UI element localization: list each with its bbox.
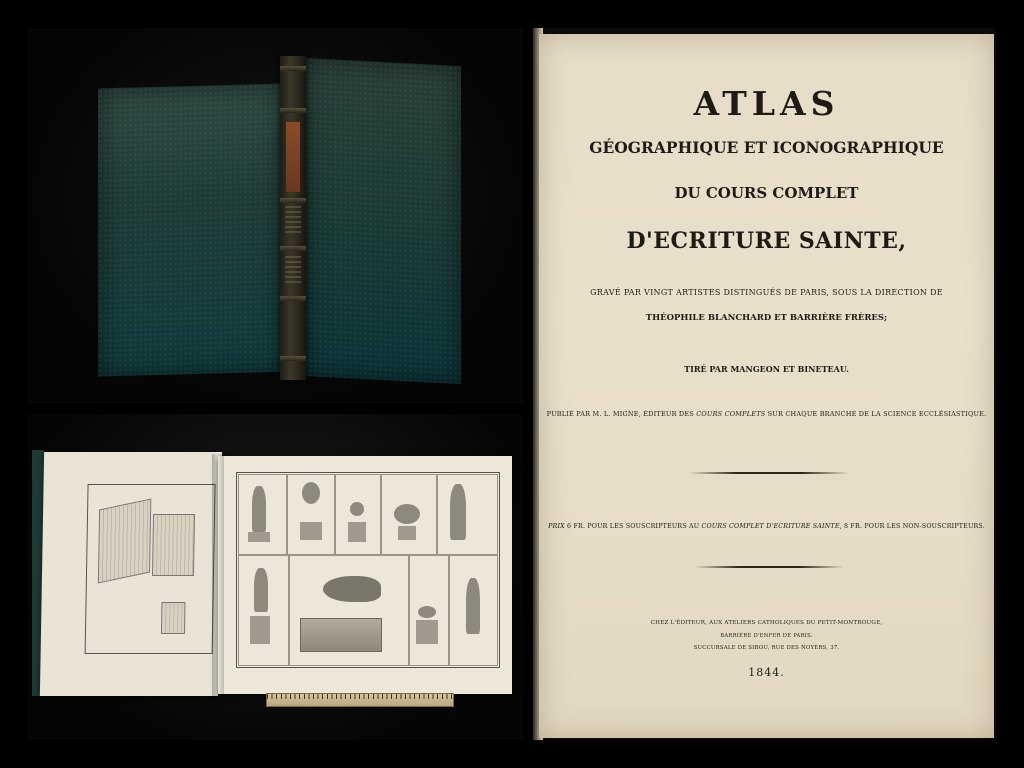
star-emblem — [350, 502, 364, 516]
printers-line: TIRÉ PAR MANGEON ET BINETEAU. — [684, 364, 849, 374]
imprint-line: CHEZ L'ÉDITEUR, AUX ATELIERS CATHOLIQUES DU PETIT-MONTROUGE, — [650, 620, 883, 626]
horse-engraving — [323, 576, 381, 602]
engravers-line: GRAVÉ PAR VINGT ARTISTES DISTINGUÉS DE PARIS, SOUS LA DIRECTION DE — [590, 288, 943, 297]
back-board — [303, 58, 461, 384]
subtitle-cours: DU COURS COMPLET — [674, 184, 859, 202]
statue-figure — [252, 486, 266, 532]
dancer-statue — [466, 578, 480, 634]
price-line: PRIX 6 FR. POUR LES SOUSCRIPTEURS AU COURS COMPLET D'ECRITURE SAINTE, 8 FR. POUR LES NON-SOUSCRIPTEURS. — [548, 523, 985, 530]
goddess-statue — [450, 484, 466, 540]
detail-engraving — [161, 602, 186, 634]
publisher-line: PUBLIÉ PAR M. L. MIGNE, ÉDITEUR DES COURS COMPLETS SUR CHAQUE BRANCHE DE LA SCIENCE ECCLÉSIASTIQUE. — [546, 410, 987, 418]
ornamental-rule — [694, 566, 844, 568]
title-page — [539, 34, 994, 738]
subtitle-ecriture: D'ECRITURE SAINTE, — [626, 228, 907, 254]
bird-figure — [418, 606, 436, 618]
page-gutter — [212, 454, 224, 696]
title-atlas: ATLAS — [693, 84, 840, 123]
temple-engraving — [98, 498, 151, 583]
title-page-photo — [533, 28, 996, 740]
facade-engraving — [152, 514, 195, 576]
leather-spine — [280, 56, 306, 380]
imprint-address: BARRIÈRE D'ENFER DE PARIS. — [720, 633, 813, 639]
bust-figure — [254, 568, 268, 612]
bowl-figure — [394, 504, 420, 524]
ornamental-rule — [689, 472, 849, 474]
spine-label — [286, 122, 300, 192]
peacock-figure — [302, 482, 320, 504]
right-plate-page — [218, 456, 512, 694]
chest-engraving — [300, 618, 382, 652]
branch-address: SUCCURSALE DE SIBOU, RUE DES NOYERS, 37. — [693, 645, 840, 651]
publication-year: 1844. — [748, 666, 785, 679]
subtitle-geographique: GÉOGRAPHIQUE ET ICONOGRAPHIQUE — [589, 138, 944, 157]
closed-book-photo — [28, 28, 523, 404]
directors-line: THÉOPHILE BLANCHARD ET BARRIÈRE FRÈRES; — [645, 313, 888, 323]
front-board — [98, 84, 286, 377]
open-book-photo — [28, 414, 523, 740]
measuring-ruler — [266, 693, 454, 707]
left-plate-page — [40, 452, 222, 696]
